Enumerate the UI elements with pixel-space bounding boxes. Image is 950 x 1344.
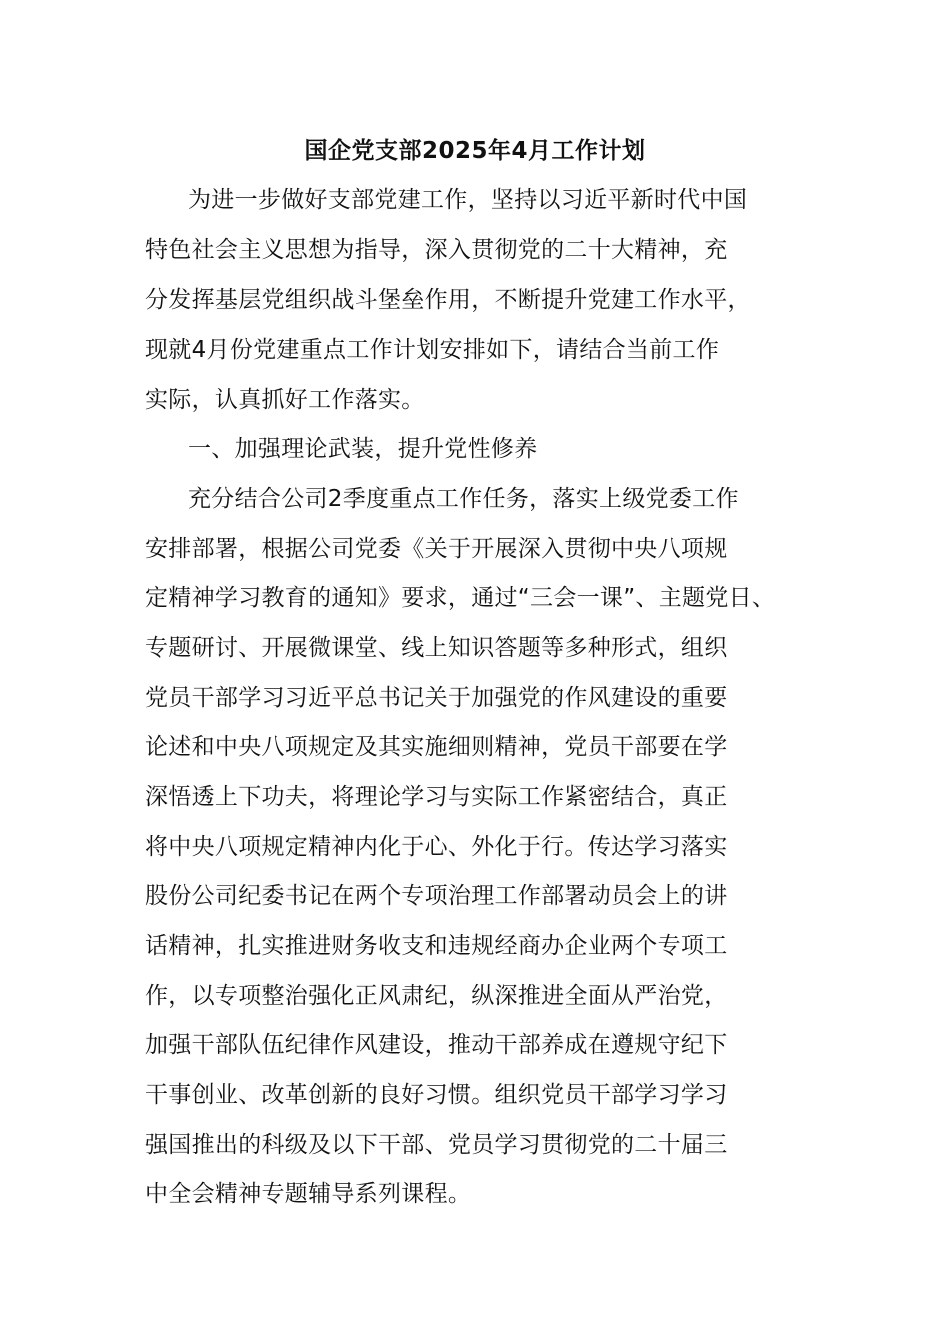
paragraph-2-line-7: 深悟透上下功夫，将理论学习与实际工作紧密结合，真正 — [145, 784, 728, 810]
paragraph-2-line-11: 作，以专项整治强化正风肃纪，纵深推进全面从严治党， — [145, 983, 728, 1009]
paragraph-2-line-13: 干事创业、改革创新的良好习惯。组织党员干部学习学习 — [145, 1082, 728, 1108]
paragraph-2-line-8: 将中央八项规定精神内化于心、外化于行。传达学习落实 — [145, 834, 728, 860]
paragraph-2-line-14: 强国推出的科级及以下干部、党员学习贯彻党的二十届三 — [145, 1132, 728, 1158]
paragraph-2-line-5: 党员干部学习习近平总书记关于加强党的作风建设的重要 — [145, 685, 728, 711]
paragraph-2-line-12: 加强干部队伍纪律作风建设，推动干部养成在遵规守纪下 — [145, 1032, 728, 1058]
paragraph-1-line-2: 特色社会主义思想为指导，深入贯彻党的二十大精神，充 — [145, 237, 728, 263]
paragraph-1-line-1: 为进一步做好支部党建工作，坚持以习近平新时代中国 — [188, 187, 748, 213]
paragraph-2-line-2: 安排部署，根据公司党委《关于开展深入贯彻中央八项规 — [145, 536, 728, 562]
paragraph-2-line-9: 股份公司纪委书记在两个专项治理工作部署动员会上的讲 — [145, 883, 728, 909]
paragraph-2-line-1: 充分结合公司2季度重点工作任务，落实上级党委工作 — [188, 486, 739, 512]
paragraph-2-line-6: 论述和中央八项规定及其实施细则精神，党员干部要在学 — [145, 734, 728, 760]
paragraph-1-line-5: 实际，认真抓好工作落实。 — [145, 387, 425, 413]
paragraph-2-line-15: 中全会精神专题辅导系列课程。 — [145, 1181, 472, 1207]
paragraph-1-line-4: 现就4月份党建重点工作计划安排如下，请结合当前工作 — [145, 337, 720, 363]
document-title: 国企党支部2025年4月工作计划 — [304, 138, 646, 164]
section-heading-1: 一、加强理论武装，提升党性修养 — [188, 436, 538, 462]
paragraph-2-line-10: 话精神，扎实推进财务收支和违规经商办企业两个专项工 — [145, 933, 728, 959]
paragraph-2-line-4: 专题研讨、开展微课堂、线上知识答题等多种形式，组织 — [145, 635, 728, 661]
paragraph-1-line-3: 分发挥基层党组织战斗堡垒作用，不断提升党建工作水平， — [145, 287, 751, 313]
paragraph-2-line-3: 定精神学习教育的通知》要求，通过“三会一课”、主题党日、 — [145, 585, 776, 611]
